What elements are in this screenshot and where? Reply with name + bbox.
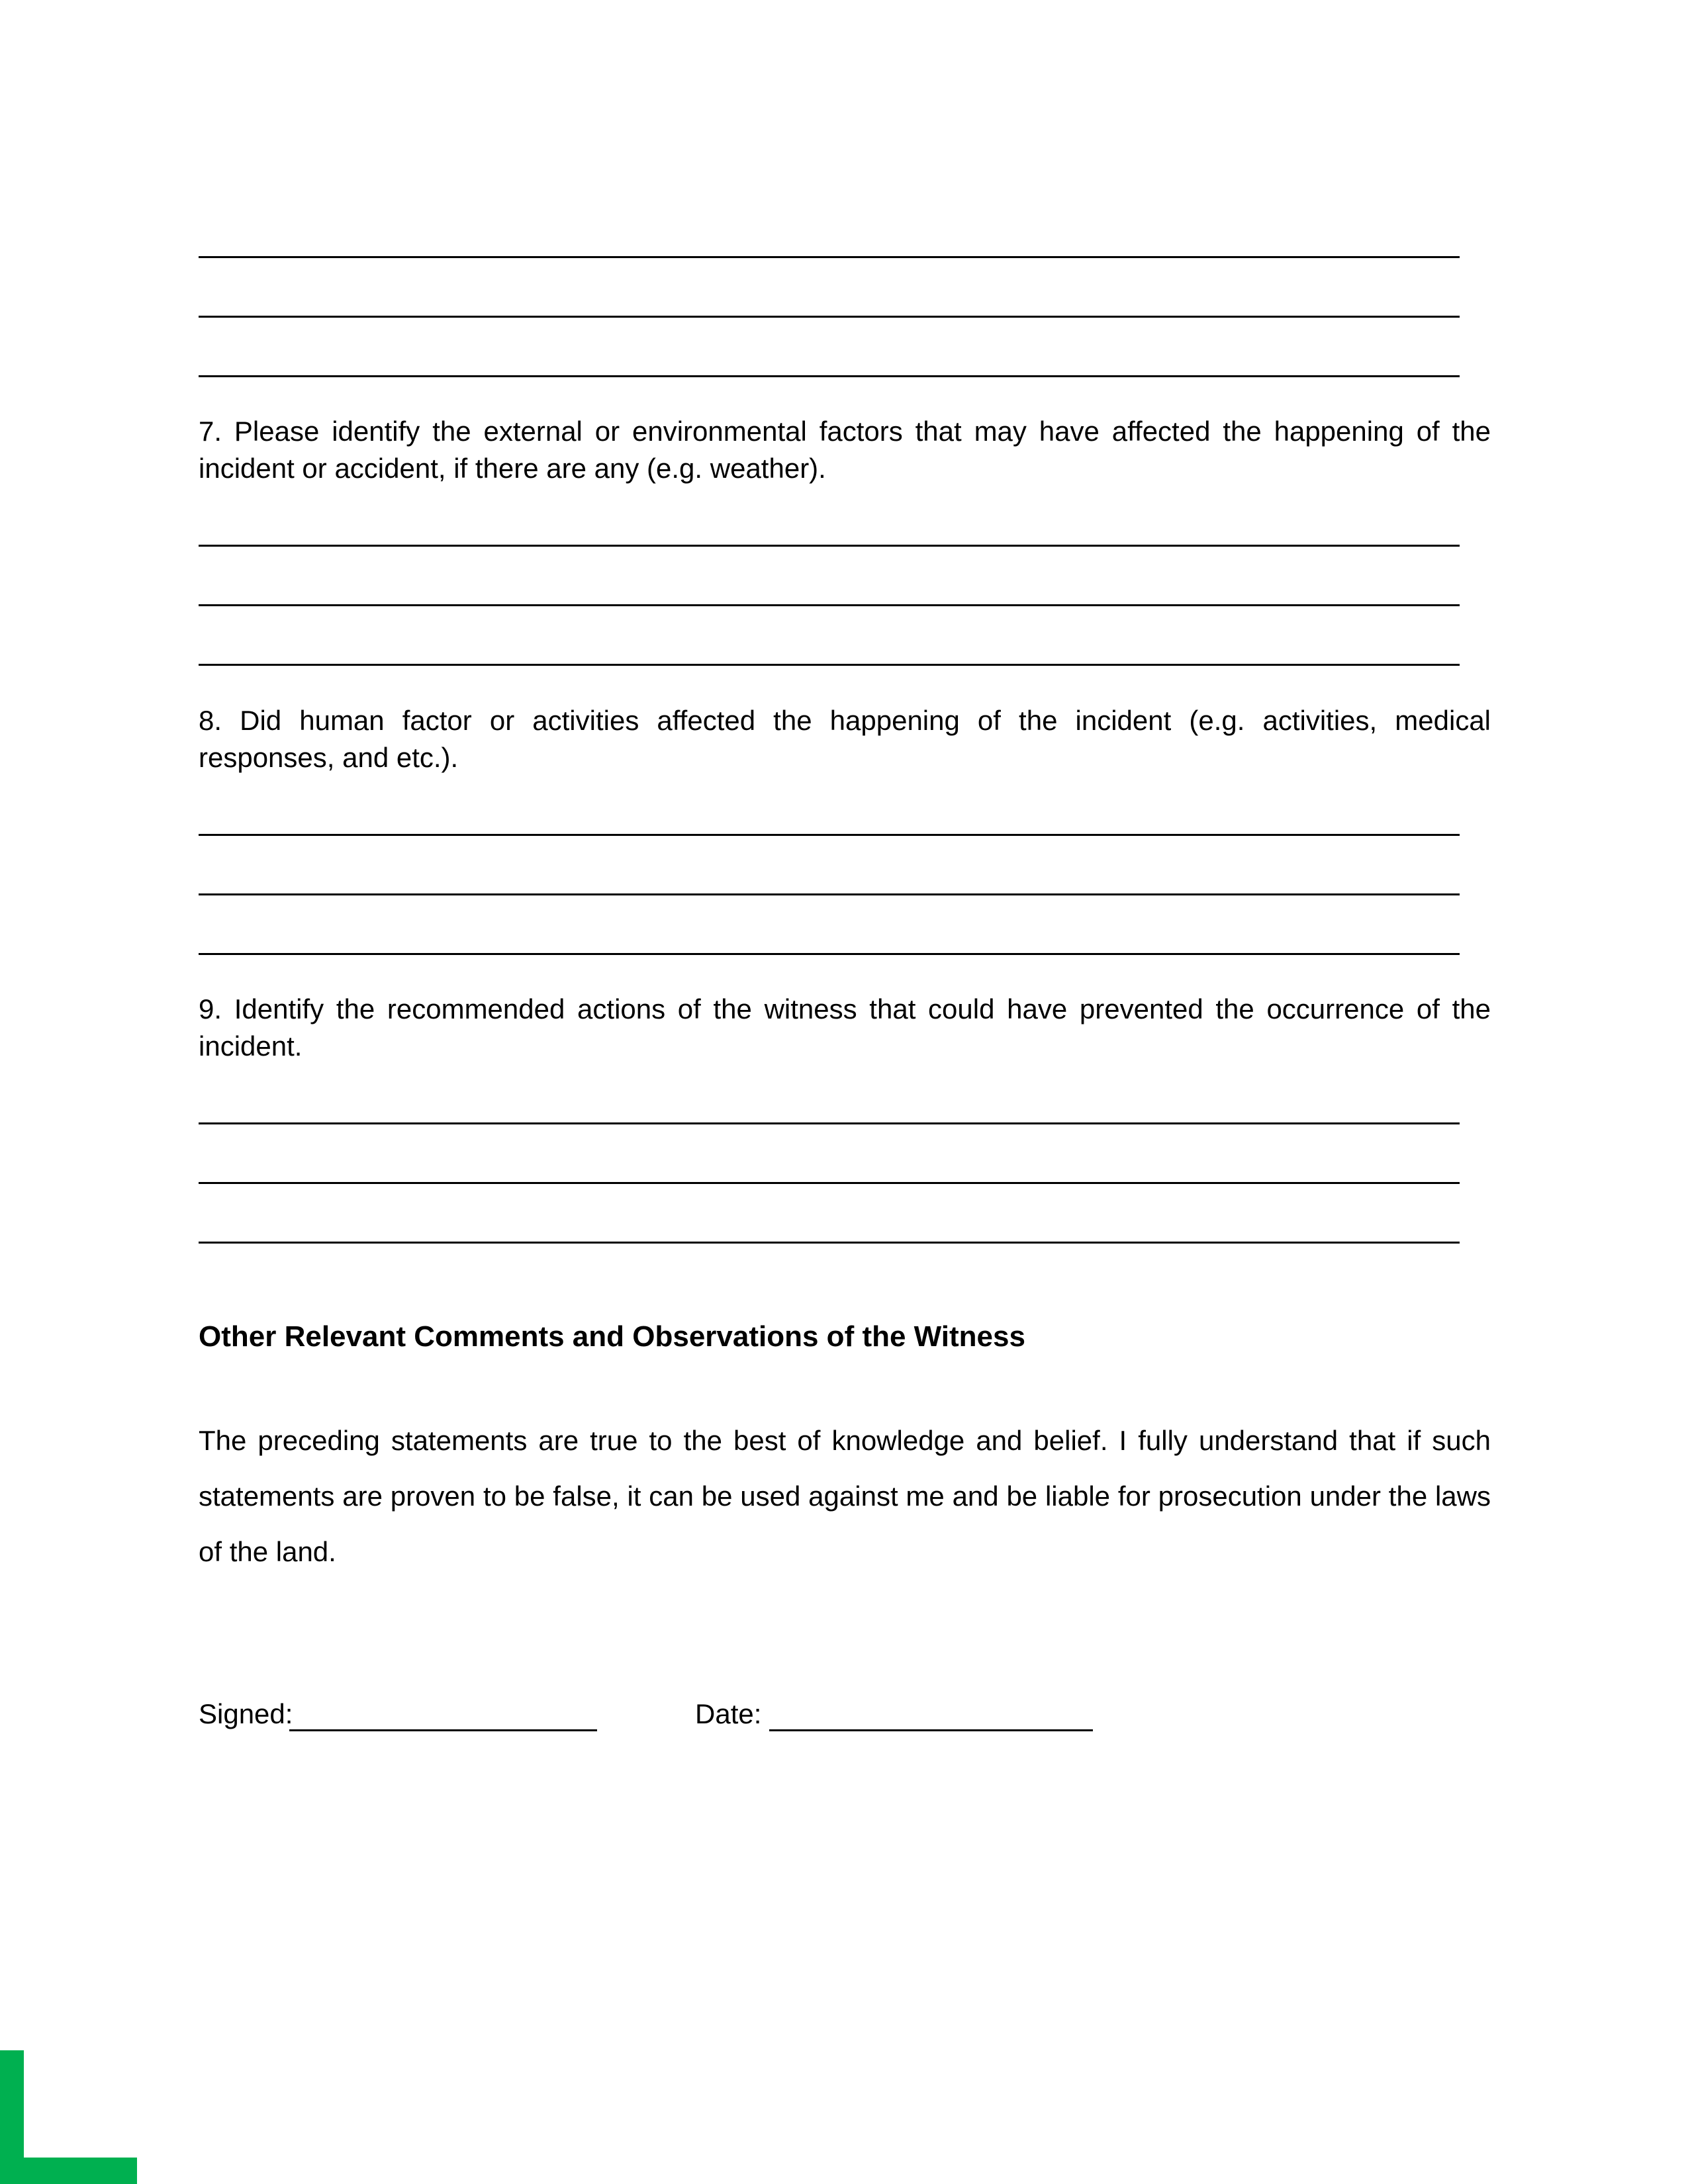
answer-line[interactable] bbox=[199, 316, 1460, 318]
answer-line[interactable] bbox=[199, 1122, 1460, 1124]
answer-line[interactable] bbox=[199, 375, 1460, 377]
question-9 bbox=[199, 991, 1491, 1065]
question-text: Please identify the external or environmental factors that may have affected the happening of the incident or accident, if there are any (e.g. weather). bbox=[199, 416, 1491, 484]
answer-line[interactable] bbox=[199, 545, 1460, 547]
corner-accent-horizontal bbox=[0, 2158, 137, 2184]
answer-line[interactable] bbox=[199, 1242, 1460, 1244]
question-8 bbox=[199, 702, 1491, 776]
answer-line[interactable] bbox=[199, 953, 1460, 955]
answer-line[interactable] bbox=[199, 664, 1460, 666]
date-label: Date: bbox=[695, 1698, 762, 1729]
answer-line[interactable] bbox=[199, 893, 1460, 895]
question-number: 9. bbox=[199, 993, 222, 1024]
answer-line[interactable] bbox=[199, 1182, 1460, 1184]
answer-line[interactable] bbox=[199, 834, 1460, 836]
section-heading: Other Relevant Comments and Observations of the Witness bbox=[199, 1320, 1025, 1353]
question-text: Identify the recommended actions of the witness that could have prevented the occurrence of the incident. bbox=[199, 993, 1491, 1062]
date-line[interactable] bbox=[769, 1729, 1093, 1731]
answer-line[interactable] bbox=[199, 256, 1460, 258]
signed-label: Signed: bbox=[199, 1698, 293, 1729]
answer-line[interactable] bbox=[199, 604, 1460, 606]
question-text: Did human factor or activities affected the happening of the incident (e.g. activities, medical responses, and etc.). bbox=[199, 705, 1491, 773]
signature-line[interactable] bbox=[289, 1729, 597, 1731]
declaration-text: The preceding statements are true to the best of knowledge and belief. I fully understand that if such statements are proven to be false, it can be used against me and be liable for prosecution under the laws of the land. bbox=[199, 1425, 1491, 1567]
question-number: 8. bbox=[199, 705, 222, 736]
question-7 bbox=[199, 413, 1491, 487]
question-number: 7. bbox=[199, 416, 222, 447]
